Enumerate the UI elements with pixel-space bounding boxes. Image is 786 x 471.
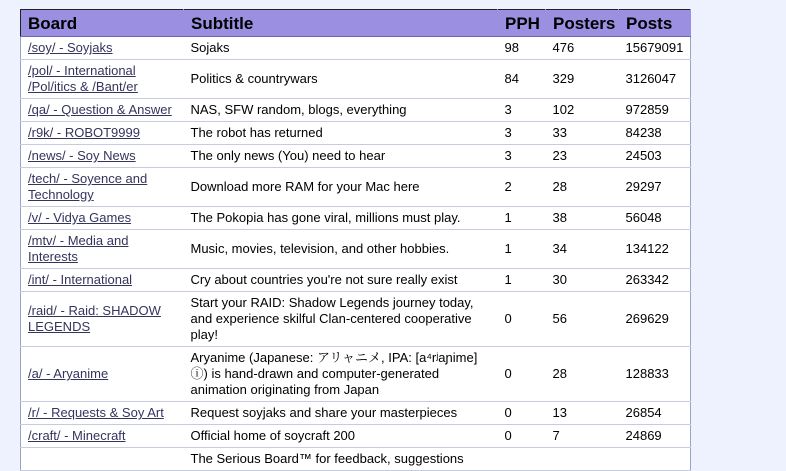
posts-cell: 24503 [619,145,691,168]
column-header-subtitle[interactable]: Subtitle [184,10,498,37]
pph-cell: 3 [498,145,546,168]
subtitle-cell: Music, movies, television, and other hobbies. [184,230,498,269]
board-link[interactable]: /tech/ - Soyence and Technology [28,171,148,202]
subtitle-cell: Politics & countrywars [184,60,498,99]
pph-cell: 98 [498,37,546,60]
posters-cell: 329 [546,60,619,99]
board-cell [21,99,184,122]
posters-cell: 33 [546,122,619,145]
subtitle-cell: Cry about countries you're not sure really exist [184,269,498,292]
board-link[interactable]: /soy/ - Soyjaks [28,40,113,55]
column-header-posters[interactable]: Posters [546,10,619,37]
board-cell [21,448,184,471]
board-cell [21,145,184,168]
board-cell [21,269,184,292]
subtitle-cell: The only news (You) need to hear [184,145,498,168]
subtitle-cell: Official home of soycraft 200 [184,425,498,448]
posts-cell: 972859 [619,99,691,122]
posts-cell: 56048 [619,207,691,230]
table-row [21,230,691,269]
posters-cell: 23 [546,145,619,168]
table-row [21,292,691,347]
posts-cell: 29297 [619,168,691,207]
subtitle-cell: Download more RAM for your Mac here [184,168,498,207]
posts-cell: 269629 [619,292,691,347]
posters-cell: 476 [546,37,619,60]
posters-cell [546,448,619,471]
table-row [21,347,691,402]
board-link[interactable]: /mtv/ - Media and Interests [28,233,129,264]
posts-cell: 26854 [619,402,691,425]
board-link[interactable]: /qa/ - Question & Answer [28,102,172,117]
posts-cell: 84238 [619,122,691,145]
board-link[interactable]: /pol/ - International /Pol/itics & /Bant/er [28,63,138,94]
column-header-pph[interactable]: PPH [498,10,546,37]
board-cell [21,122,184,145]
column-header-posts[interactable]: Posts [619,10,691,37]
table-row [21,60,691,99]
posters-cell: 28 [546,168,619,207]
posters-cell: 56 [546,292,619,347]
posters-cell: 30 [546,269,619,292]
pph-cell: 1 [498,269,546,292]
board-list [20,9,691,471]
pph-cell [498,448,546,471]
board-cell [21,347,184,402]
subtitle-cell: Start your RAID: Shadow Legends journey today, and experience skilful Clan-centered cooperative play! [184,292,498,347]
board-link[interactable]: /a/ - Aryanime [28,366,109,381]
table-row [21,425,691,448]
pph-cell: 0 [498,425,546,448]
subtitle-cell: NAS, SFW random, blogs, everything [184,99,498,122]
board-link[interactable]: /v/ - Vidya Games [28,210,132,225]
table-row [21,269,691,292]
posts-cell: 128833 [619,347,691,402]
board-link[interactable]: /news/ - Soy News [28,148,136,163]
posts-cell: 263342 [619,269,691,292]
table-row [21,207,691,230]
posts-cell: 3126047 [619,60,691,99]
posts-cell [619,448,691,471]
table-row [21,168,691,207]
posts-cell: 15679091 [619,37,691,60]
board-link[interactable]: /r9k/ - ROBOT9999 [28,125,140,140]
posters-cell: 34 [546,230,619,269]
board-cell [21,168,184,207]
board-cell [21,425,184,448]
posters-cell: 102 [546,99,619,122]
pph-cell: 1 [498,230,546,269]
board-link[interactable]: /int/ - International [28,272,133,287]
board-cell [21,230,184,269]
board-cell [21,402,184,425]
pph-cell: 84 [498,60,546,99]
column-header-board[interactable]: Board [21,10,184,37]
posters-cell: 13 [546,402,619,425]
subtitle-cell: Request soyjaks and share your masterpieces [184,402,498,425]
board-link[interactable]: /raid/ - Raid: SHADOW LEGENDS [28,303,161,334]
posts-cell: 134122 [619,230,691,269]
board-link[interactable]: /craft/ - Minecraft [28,428,126,443]
pph-cell: 3 [498,99,546,122]
pph-cell: 0 [498,347,546,402]
posters-cell: 38 [546,207,619,230]
pph-cell: 1 [498,207,546,230]
table-row [21,37,691,60]
table-row [21,122,691,145]
subtitle-cell: The robot has returned [184,122,498,145]
posts-cell: 24869 [619,425,691,448]
board-cell [21,292,184,347]
subtitle-cell: Aryanime (Japanese: アリャニメ, IPA: [a⁴rʲaɲime] ⓘ) is hand-drawn and computer-generated animation originating from Japan [184,347,498,402]
table-header-row [21,10,691,37]
pph-cell: 0 [498,292,546,347]
posters-cell: 28 [546,347,619,402]
board-cell [21,37,184,60]
table-row [21,99,691,122]
board-cell [21,60,184,99]
table-row [21,448,691,471]
pph-cell: 3 [498,122,546,145]
table-row [21,145,691,168]
board-cell [21,207,184,230]
table-row [21,402,691,425]
subtitle-cell: The Serious Board™ for feedback, suggestions [184,448,498,471]
pph-cell: 0 [498,402,546,425]
posters-cell: 7 [546,425,619,448]
subtitle-cell: Sojaks [184,37,498,60]
subtitle-cell: The Pokopia has gone viral, millions must play. [184,207,498,230]
boards-table [20,9,691,471]
pph-cell: 2 [498,168,546,207]
board-link[interactable]: /r/ - Requests & Soy Art [28,405,164,420]
